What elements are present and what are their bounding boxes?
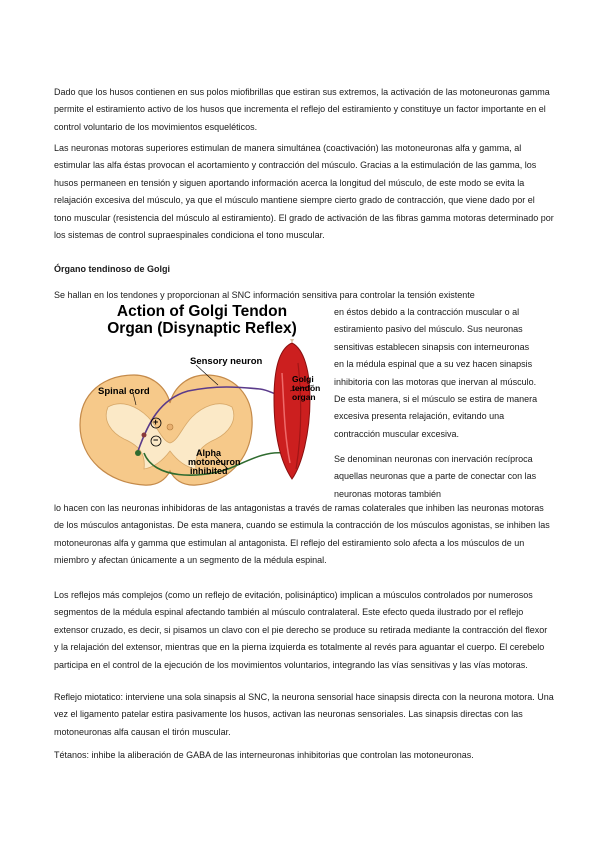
figure-title-line-1: Action of Golgi Tendon <box>116 303 288 320</box>
sign-plus: + <box>153 417 159 427</box>
paragraph-3-side: en éstos debido a la contracción muscular o al estiramiento pasivo del músculo. Sus neuronas sensitivas establecen sinapsis con interneuronas en la médula espinal que a su vez hacen sinapsis inhibitoria con las motoras que inervan al músculo. De esta manera, si el músculo se estira de manera excesiva presenta relajación, evitando una contracción muscular excesiva. <box>334 307 538 439</box>
label-golgi-line-2: tendon <box>292 383 321 393</box>
paragraph-7: Tétanos: inhibe la aliberación de GABA de las interneuronas inhibitorias que controlan las motoneuronas. <box>54 750 474 760</box>
section-heading: Órgano tendinoso de Golgi <box>54 264 170 274</box>
label-alpha-line-2: motoneuron <box>188 457 241 467</box>
paragraph-6: Reflejo miotatico: interviene una sola sinapsis al SNC, la neurona sensorial hace sinapsis directa con la neurona motora. Una vez el ligamento patelar estira pasivamente los husos, activan las neuronas sensoriales. Las sinapsis directas con las motoneuronas alfa causan el tirón muscular. <box>54 692 554 737</box>
label-golgi-line-3: organ <box>292 392 316 402</box>
golgi-tendon-figure <box>78 303 324 489</box>
sign-minus: − <box>153 435 159 445</box>
paragraph-5: Los reflejos más complejos (como un reflejo de evitación, polisináptico) implican a músculos controlados por numerosos segmentos de la médula espinal afectando también al músculo contralateral. Este efecto queda ilustrado por el reflejo extensor cruzado, es decir, si pisamos un clavo con el pie derecho se produce su retirada mediante la contracción del flexor y la relajación del extensor, mientras que en la pierna izquierda es totalmente al revés para aguantar el cuerpo. El cerebelo participa en el control de la ejecución de los movimientos voluntarios, integrando las vías sensitivas y las vías motoras. <box>54 590 548 670</box>
label-alpha-line-1: Alpha <box>196 448 222 458</box>
paragraph-4-side: Se denominan neuronas con inervación recíproca aquellas neuronas que a parte de conectar con las neuronas motoras también <box>334 454 537 499</box>
paragraph-1: Dado que los husos contienen en sus polos miofibrillas que estiran sus extremos, la activación de las motoneuronas gamma permite el estiramiento activo de los husos que incrementa el reflejo del estiramiento y constituye un factor importante en el control voluntario de los movimientos esqueléticos. <box>54 87 550 132</box>
label-alpha-line-3: inhibited <box>190 466 228 476</box>
paragraph-3-first-line: Se hallan en los tendones y proporcionan al SNC información sensitiva para controlar la tensión existente <box>54 290 475 300</box>
label-golgi-line-1: Golgi <box>292 374 314 384</box>
paragraph-4-full: lo hacen con las neuronas inhibidoras de las antagonistas a través de ramas colaterales que inhiben las neuronas motoras de los músculos antagonistas. De esta manera, cuando se estimula la contracción de los músculos agonistas, se inhiben las motoneuronas alfa y gamma que estimulan al antagonista. El reflejo del estiramiento solo afecta a los músculos de un miembro y afectan únicamente a un segmento de la médula espinal. <box>54 503 550 566</box>
label-spinal-cord: Spinal cord <box>98 386 150 397</box>
figure-title-line-2: Organ (Disynaptic Reflex) <box>107 320 297 337</box>
muscle-illustration <box>274 339 310 479</box>
paragraph-2: Las neuronas motoras superiores estimulan de manera simultánea (coactivación) las motoneuronas alfa y gamma, al estimular las alfa éstas provocan el acortamiento y contracción del músculo. Gracias a la estimulación de las gamma, los husos permaneen en tensión y siguen aportando información acerca la longitud del músculo, de este modo se evita la relajación excesiva del músculo, ya que el músculo mantiene siempre cierto grado de contracción, que viene dado por el tono muscular (resistencia del músculo al estiramiento). El grado de activación de las fibras gamma motoras determinado por los sistemas de control supraespinales condiciona el tono muscular. <box>54 143 554 241</box>
label-sensory-neuron: Sensory neuron <box>190 356 263 367</box>
